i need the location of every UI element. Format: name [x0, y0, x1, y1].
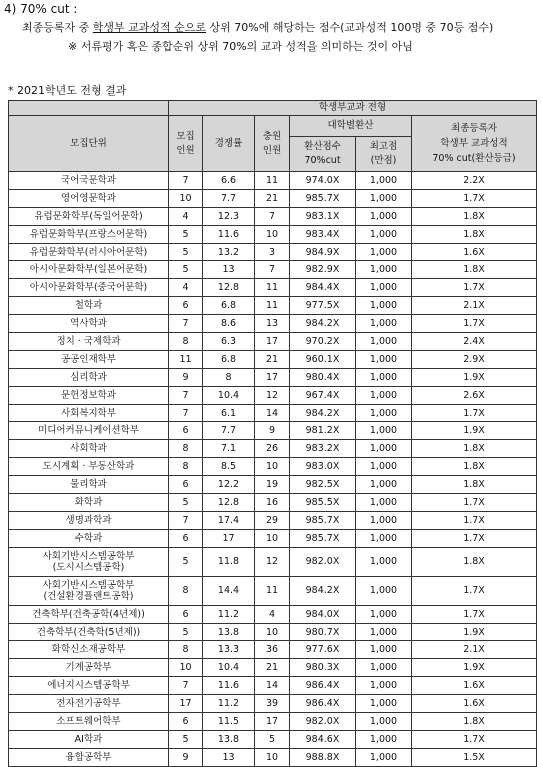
- cell-quota: 6: [169, 422, 203, 440]
- cell-additional: 17: [255, 368, 290, 386]
- cell-additional: 7: [255, 207, 290, 225]
- cell-max-score: 1,000: [356, 730, 412, 748]
- cell-ratio: 11.6: [203, 225, 255, 243]
- cell-dept: 기계공학부: [9, 659, 169, 677]
- cell-conv-score: 977.6X: [290, 641, 356, 659]
- cell-additional: 17: [255, 333, 290, 351]
- cell-conv-score: 984.2X: [290, 404, 356, 422]
- cell-ratio: 7.7: [203, 189, 255, 207]
- cell-final: 1.7X: [412, 529, 537, 547]
- cell-max-score: 1,000: [356, 494, 412, 512]
- cell-ratio: 11.2: [203, 695, 255, 713]
- cell-ratio: 13.8: [203, 730, 255, 748]
- table-row: [9, 748, 537, 766]
- cell-ratio: 13.3: [203, 641, 255, 659]
- cell-max-score: 1,000: [356, 189, 412, 207]
- table-row: [9, 529, 537, 547]
- cell-ratio: 8.5: [203, 458, 255, 476]
- cell-dept: 전자전기공학부: [9, 695, 169, 713]
- cell-additional: 12: [255, 547, 290, 576]
- cell-ratio: 11.6: [203, 677, 255, 695]
- cell-conv-score: 982.9X: [290, 261, 356, 279]
- cell-max-score: 1,000: [356, 695, 412, 713]
- cell-conv-score: 980.3X: [290, 659, 356, 677]
- cell-conv-score: 984.2X: [290, 576, 356, 605]
- table-row: [9, 695, 537, 713]
- cell-additional: 29: [255, 511, 290, 529]
- cell-additional: 11: [255, 279, 290, 297]
- cell-dept: AI학과: [9, 730, 169, 748]
- cell-max-score: 1,000: [356, 422, 412, 440]
- cell-quota: 7: [169, 404, 203, 422]
- cell-quota: 9: [169, 368, 203, 386]
- cell-ratio: 12.8: [203, 494, 255, 512]
- header-ratio: 경쟁률: [203, 116, 255, 172]
- cell-final: 1.8X: [412, 547, 537, 576]
- cell-ratio: 12.8: [203, 279, 255, 297]
- cell-quota: 5: [169, 261, 203, 279]
- table-row: [9, 713, 537, 731]
- cell-dept: 사회기반시스템공학부 (도시시스템공학): [9, 547, 169, 576]
- cell-final: 1.9X: [412, 659, 537, 677]
- cell-final: 2.4X: [412, 333, 537, 351]
- table-row: [9, 350, 537, 368]
- cell-max-score: 1,000: [356, 748, 412, 766]
- header-max-score: 최고점 (만점): [356, 137, 412, 172]
- cell-conv-score: 982.5X: [290, 476, 356, 494]
- table-row: [9, 333, 537, 351]
- cell-ratio: 6.8: [203, 350, 255, 368]
- cell-dept: 도시계획 · 부동산학과: [9, 458, 169, 476]
- cell-dept: 물리학과: [9, 476, 169, 494]
- table-row: [9, 315, 537, 333]
- cell-max-score: 1,000: [356, 511, 412, 529]
- cell-ratio: 11.5: [203, 713, 255, 731]
- cell-quota: 7: [169, 172, 203, 190]
- table-row: [9, 641, 537, 659]
- cell-max-score: 1,000: [356, 476, 412, 494]
- cell-quota: 9: [169, 748, 203, 766]
- table-row: [9, 458, 537, 476]
- cell-max-score: 1,000: [356, 713, 412, 731]
- cell-ratio: 12.3: [203, 207, 255, 225]
- cell-additional: 10: [255, 458, 290, 476]
- cell-final: 1.7X: [412, 730, 537, 748]
- cell-conv-score: 986.4X: [290, 677, 356, 695]
- cell-additional: 14: [255, 677, 290, 695]
- cell-conv-score: 984.9X: [290, 243, 356, 261]
- cell-dept: 국어국문학과: [9, 172, 169, 190]
- cell-quota: 6: [169, 605, 203, 623]
- header-additional: 충원 인원: [255, 116, 290, 172]
- cell-conv-score: 980.7X: [290, 623, 356, 641]
- cell-additional: 10: [255, 529, 290, 547]
- table-row: [9, 440, 537, 458]
- cell-quota: 8: [169, 458, 203, 476]
- table-row: [9, 279, 537, 297]
- cell-conv-score: 984.2X: [290, 315, 356, 333]
- cell-ratio: 12.2: [203, 476, 255, 494]
- cell-conv-score: 985.7X: [290, 529, 356, 547]
- cell-additional: 10: [255, 623, 290, 641]
- cell-dept: 아시아문화학부(중국어문학): [9, 279, 169, 297]
- cell-final: 1.6X: [412, 695, 537, 713]
- cell-final: 2.9X: [412, 350, 537, 368]
- cell-quota: 10: [169, 659, 203, 677]
- cell-dept: 유럽문화학부(프랑스어문학): [9, 225, 169, 243]
- cell-final: 1.9X: [412, 368, 537, 386]
- cell-max-score: 1,000: [356, 172, 412, 190]
- cell-conv-score: 984.0X: [290, 605, 356, 623]
- cell-max-score: 1,000: [356, 440, 412, 458]
- header-final: 최종등록자 학생부 교과성적 70% cut(환산등급): [412, 116, 537, 172]
- cell-conv-score: 982.0X: [290, 713, 356, 731]
- cell-max-score: 1,000: [356, 243, 412, 261]
- cell-max-score: 1,000: [356, 576, 412, 605]
- cell-ratio: 11.2: [203, 605, 255, 623]
- cell-dept: 수학과: [9, 529, 169, 547]
- cell-max-score: 1,000: [356, 641, 412, 659]
- cell-dept: 융합공학부: [9, 748, 169, 766]
- cell-dept: 유럽문화학부(러시아어문학): [9, 243, 169, 261]
- cell-max-score: 1,000: [356, 207, 412, 225]
- cell-additional: 4: [255, 605, 290, 623]
- cell-final: 1.8X: [412, 225, 537, 243]
- cell-dept: 유럽문화학부(독일어문학): [9, 207, 169, 225]
- cell-dept: 정치 · 국제학과: [9, 333, 169, 351]
- cell-dept: 건축학부(건축공학(4년제)): [9, 605, 169, 623]
- cell-conv-score: 977.5X: [290, 297, 356, 315]
- cell-additional: 21: [255, 350, 290, 368]
- table-row: [9, 243, 537, 261]
- cell-dept: 건축학부(건축학(5년제)): [9, 623, 169, 641]
- cell-additional: 14: [255, 404, 290, 422]
- cell-quota: 8: [169, 576, 203, 605]
- table-row: [9, 172, 537, 190]
- table-row: [9, 476, 537, 494]
- cell-max-score: 1,000: [356, 350, 412, 368]
- cell-ratio: 7.1: [203, 440, 255, 458]
- cell-final: 2.6X: [412, 386, 537, 404]
- cut-note: ※ 서류평가 혹은 종합순위 상위 70%의 교과 성적을 의미하는 것이 아님: [68, 40, 413, 53]
- cell-quota: 5: [169, 547, 203, 576]
- cell-additional: 21: [255, 659, 290, 677]
- cell-quota: 5: [169, 730, 203, 748]
- cell-conv-score: 985.7X: [290, 189, 356, 207]
- table-row: [9, 659, 537, 677]
- cell-dept: 소프트웨어학부: [9, 713, 169, 731]
- cell-dept: 문헌정보학과: [9, 386, 169, 404]
- cell-ratio: 14.4: [203, 576, 255, 605]
- cell-conv-score: 983.0X: [290, 458, 356, 476]
- cell-quota: 5: [169, 225, 203, 243]
- section-title: * 2021학년도 전형 결과: [8, 84, 127, 97]
- cell-dept: 철학과: [9, 297, 169, 315]
- cell-final: 1.5X: [412, 748, 537, 766]
- cell-additional: 5: [255, 730, 290, 748]
- table-row: [9, 297, 537, 315]
- cell-max-score: 1,000: [356, 458, 412, 476]
- cell-conv-score: 967.4X: [290, 386, 356, 404]
- cell-final: 1.8X: [412, 458, 537, 476]
- cell-ratio: 11.8: [203, 547, 255, 576]
- cell-quota: 7: [169, 677, 203, 695]
- cell-conv-score: 974.0X: [290, 172, 356, 190]
- cell-max-score: 1,000: [356, 279, 412, 297]
- cell-max-score: 1,000: [356, 623, 412, 641]
- cell-ratio: 10.4: [203, 659, 255, 677]
- table-row: [9, 422, 537, 440]
- cell-ratio: 13: [203, 748, 255, 766]
- cell-additional: 10: [255, 748, 290, 766]
- cell-conv-score: 984.4X: [290, 279, 356, 297]
- cut-description: [22, 19, 493, 35]
- cell-ratio: 13.8: [203, 623, 255, 641]
- cell-conv-score: 970.2X: [290, 333, 356, 351]
- header-dept: 모집단위: [9, 116, 169, 172]
- header-conv-score: 환산점수 70%cut: [290, 137, 356, 172]
- cell-conv-score: 983.1X: [290, 207, 356, 225]
- cell-quota: 6: [169, 713, 203, 731]
- table-row: [9, 576, 537, 605]
- cell-ratio: 13: [203, 261, 255, 279]
- description-emphasis: 학생부 교과성적 순으로: [92, 21, 207, 34]
- cell-conv-score: 988.8X: [290, 748, 356, 766]
- cell-conv-score: 982.0X: [290, 547, 356, 576]
- cell-quota: 7: [169, 315, 203, 333]
- cell-quota: 5: [169, 494, 203, 512]
- header-quota: 모집 인원: [169, 116, 203, 172]
- cell-ratio: 6.3: [203, 333, 255, 351]
- cell-additional: 11: [255, 297, 290, 315]
- cell-additional: 11: [255, 576, 290, 605]
- cell-final: 1.8X: [412, 440, 537, 458]
- cell-quota: 6: [169, 297, 203, 315]
- cell-additional: 16: [255, 494, 290, 512]
- cell-final: 1.7X: [412, 576, 537, 605]
- table-row: [9, 547, 537, 576]
- description-part-1: 최종등록자 중: [22, 21, 93, 34]
- table-row: [9, 730, 537, 748]
- cell-additional: 21: [255, 189, 290, 207]
- cell-final: 1.9X: [412, 623, 537, 641]
- cell-quota: 4: [169, 207, 203, 225]
- cell-ratio: 6.6: [203, 172, 255, 190]
- cell-quota: 6: [169, 476, 203, 494]
- cell-conv-score: 981.2X: [290, 422, 356, 440]
- cell-quota: 7: [169, 511, 203, 529]
- cell-dept: 영어영문학과: [9, 189, 169, 207]
- cell-dept: 화학신소재공학부: [9, 641, 169, 659]
- cell-dept: 아시아문화학부(일본어문학): [9, 261, 169, 279]
- cell-max-score: 1,000: [356, 529, 412, 547]
- cell-ratio: 17: [203, 529, 255, 547]
- cell-max-score: 1,000: [356, 659, 412, 677]
- header-univ-conv: 대학별환산: [290, 116, 412, 137]
- cell-max-score: 1,000: [356, 605, 412, 623]
- cell-quota: 6: [169, 529, 203, 547]
- cell-additional: 10: [255, 225, 290, 243]
- cell-additional: 39: [255, 695, 290, 713]
- cell-final: 1.7X: [412, 189, 537, 207]
- cell-max-score: 1,000: [356, 386, 412, 404]
- cell-additional: 3: [255, 243, 290, 261]
- cell-final: 1.7X: [412, 605, 537, 623]
- cell-dept: 공공인재학부: [9, 350, 169, 368]
- cell-max-score: 1,000: [356, 333, 412, 351]
- cell-max-score: 1,000: [356, 225, 412, 243]
- cell-final: 1.7X: [412, 494, 537, 512]
- cell-dept: 역사학과: [9, 315, 169, 333]
- cell-conv-score: 983.2X: [290, 440, 356, 458]
- cell-max-score: 1,000: [356, 315, 412, 333]
- table-row: [9, 494, 537, 512]
- cell-quota: 8: [169, 333, 203, 351]
- cell-final: 1.7X: [412, 511, 537, 529]
- header-blank: [9, 101, 169, 116]
- cell-ratio: 13.2: [203, 243, 255, 261]
- cell-quota: 4: [169, 279, 203, 297]
- cell-additional: 13: [255, 315, 290, 333]
- cell-final: 1.6X: [412, 243, 537, 261]
- cell-max-score: 1,000: [356, 297, 412, 315]
- cell-quota: 5: [169, 243, 203, 261]
- cell-dept: 심리학과: [9, 368, 169, 386]
- cell-final: 1.7X: [412, 279, 537, 297]
- cell-dept: 사회복지학부: [9, 404, 169, 422]
- cell-max-score: 1,000: [356, 677, 412, 695]
- table-row: [9, 511, 537, 529]
- cell-additional: 26: [255, 440, 290, 458]
- cell-quota: 7: [169, 386, 203, 404]
- table-row: [9, 386, 537, 404]
- cell-additional: 7: [255, 261, 290, 279]
- cell-final: 1.8X: [412, 713, 537, 731]
- cell-ratio: 17.4: [203, 511, 255, 529]
- cell-final: 1.8X: [412, 207, 537, 225]
- table-body: [9, 172, 537, 767]
- cell-conv-score: 986.4X: [290, 695, 356, 713]
- cell-final: 1.8X: [412, 476, 537, 494]
- cell-dept: 에너지시스템공학부: [9, 677, 169, 695]
- cell-conv-score: 960.1X: [290, 350, 356, 368]
- cut-heading: 4) 70% cut :: [4, 2, 78, 16]
- cell-dept: 미디어커뮤니케이션학부: [9, 422, 169, 440]
- cell-quota: 8: [169, 641, 203, 659]
- cell-additional: 19: [255, 476, 290, 494]
- cell-additional: 12: [255, 386, 290, 404]
- cell-final: 1.9X: [412, 422, 537, 440]
- cell-additional: 11: [255, 172, 290, 190]
- cell-ratio: 7.7: [203, 422, 255, 440]
- cell-final: 1.7X: [412, 404, 537, 422]
- cell-dept: 화학과: [9, 494, 169, 512]
- table-row: [9, 404, 537, 422]
- cell-ratio: 8.6: [203, 315, 255, 333]
- cell-quota: 5: [169, 623, 203, 641]
- cell-additional: 17: [255, 713, 290, 731]
- table-row: [9, 189, 537, 207]
- cell-conv-score: 985.5X: [290, 494, 356, 512]
- table-row: [9, 368, 537, 386]
- table-row: [9, 261, 537, 279]
- cell-ratio: 6.8: [203, 297, 255, 315]
- table-row: [9, 623, 537, 641]
- cell-quota: 11: [169, 350, 203, 368]
- cell-conv-score: 984.6X: [290, 730, 356, 748]
- cell-quota: 8: [169, 440, 203, 458]
- table-row: [9, 225, 537, 243]
- cell-dept: 사회학과: [9, 440, 169, 458]
- results-table: [8, 100, 537, 767]
- cell-max-score: 1,000: [356, 368, 412, 386]
- cell-additional: 9: [255, 422, 290, 440]
- description-part-3: 상위 70%에 해당하는 점수(교과성적 100명 중 70등 점수): [206, 21, 494, 34]
- table-row: [9, 605, 537, 623]
- cell-max-score: 1,000: [356, 404, 412, 422]
- cell-conv-score: 985.7X: [290, 511, 356, 529]
- cell-conv-score: 980.4X: [290, 368, 356, 386]
- cell-ratio: 6.1: [203, 404, 255, 422]
- table-row: [9, 677, 537, 695]
- table-row: [9, 207, 537, 225]
- cell-max-score: 1,000: [356, 261, 412, 279]
- cell-final: 1.8X: [412, 261, 537, 279]
- cell-final: 1.7X: [412, 315, 537, 333]
- cell-final: 1.6X: [412, 677, 537, 695]
- cell-final: 2.1X: [412, 297, 537, 315]
- cell-dept: 생명과학과: [9, 511, 169, 529]
- cell-dept: 사회기반시스템공학부 (건설환경플랜트공학): [9, 576, 169, 605]
- cell-additional: 36: [255, 641, 290, 659]
- cell-ratio: 8: [203, 368, 255, 386]
- cell-ratio: 10.4: [203, 386, 255, 404]
- cell-conv-score: 983.4X: [290, 225, 356, 243]
- cell-quota: 10: [169, 189, 203, 207]
- cell-max-score: 1,000: [356, 547, 412, 576]
- cell-quota: 17: [169, 695, 203, 713]
- cell-final: 2.1X: [412, 641, 537, 659]
- header-group: 학생부교과 전형: [169, 101, 537, 116]
- cell-final: 2.2X: [412, 172, 537, 190]
